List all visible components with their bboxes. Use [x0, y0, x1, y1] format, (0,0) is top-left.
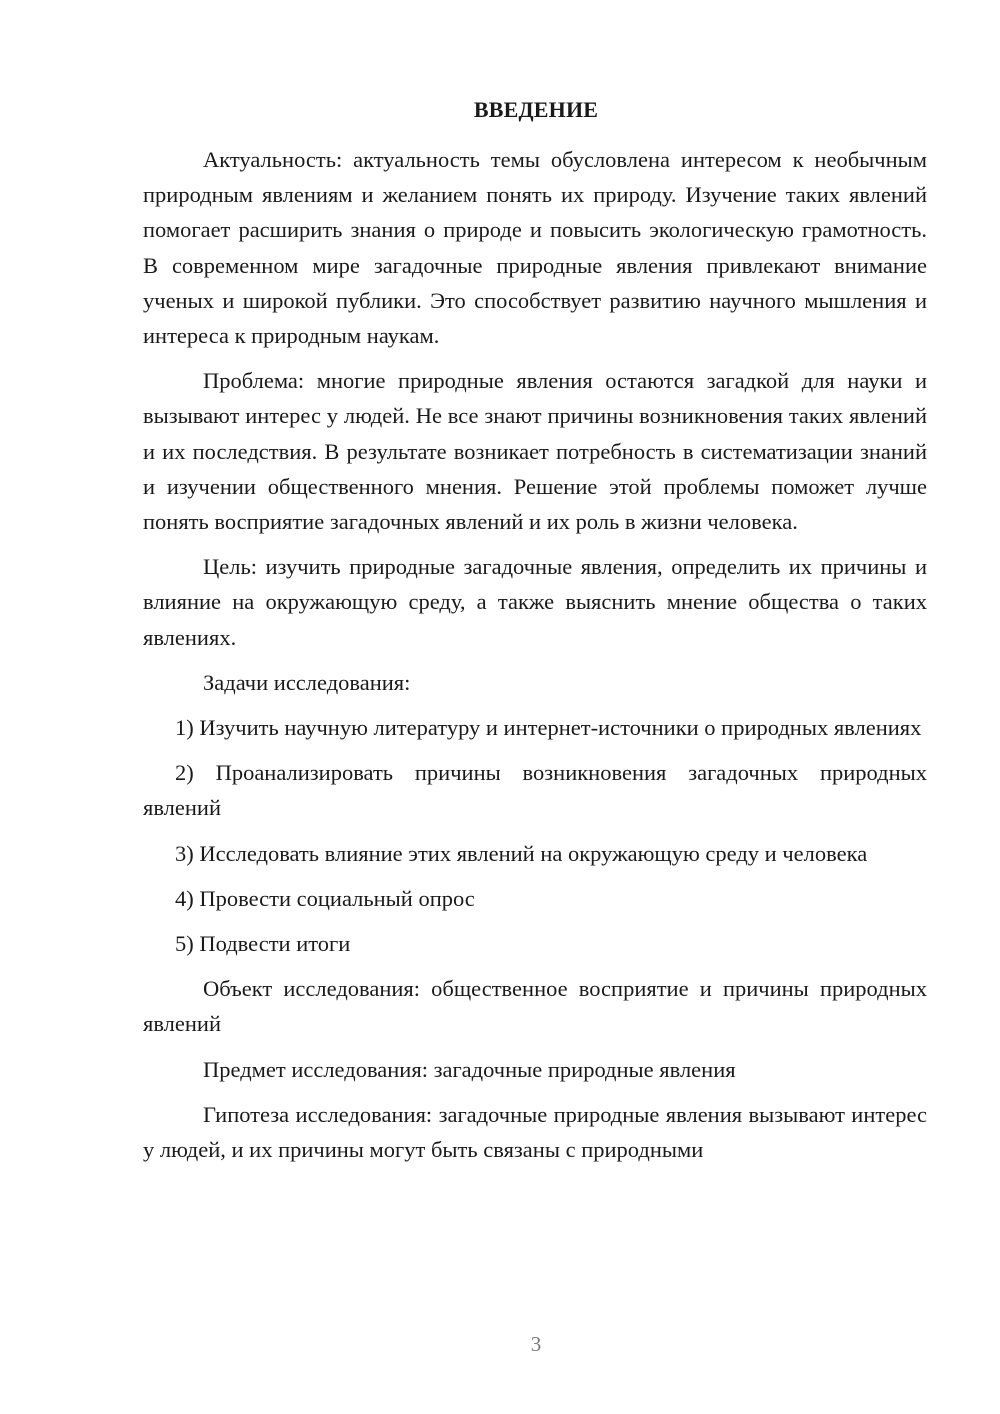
list-item-task-4: 4) Провести социальный опрос [175, 885, 475, 911]
page-title: ВВЕДЕНИЕ [473, 97, 599, 122]
paragraph-relevance: Актуальность: актуальность темы обусловлена интересом к необычным природным явлениям и желанием понять их природу. Изучение таких явлений помогает расширить знания о природе и повысить экологическую грамотность. В современном мире загадочные природные явления привлекают внимание ученых и широкой публики. Это способствует развитию научного мышления и интереса к природным наукам. [143, 147, 927, 349]
list-item-task-1: 1) Изучить научную литературу и интернет-источники о природных явлениях [175, 715, 922, 741]
paragraph-tasks-heading: Задачи исследования: [203, 669, 411, 695]
paragraph-goal: Цель: изучить природные загадочные явления, определить их причины и влияние на окружающую среду, а также выяснить мнение общества о таких явлениях. [143, 554, 927, 650]
paragraph-problem: Проблема: многие природные явления остаются загадкой для науки и вызывают интерес у людей. Не все знают причины возникновения таких явлений и их последствия. В результате возникает потребность в систематизации знаний и изучении общественного мнения. Решение этой проблемы поможет лучше понять восприятие загадочных явлений и их роль в жизни человека. [143, 368, 927, 535]
page-number: 3 [530, 1332, 542, 1356]
paragraph-object: Объект исследования: общественное восприятие и причины природных явлений [143, 976, 927, 1037]
paragraph-hypothesis: Гипотеза исследования: загадочные природные явления вызывают интерес у людей, и их причины могут быть связаны с природными [143, 1101, 927, 1163]
list-item-task-3: 3) Исследовать влияние этих явлений на окружающую среду и человека [175, 840, 868, 866]
document-body [143, 142, 927, 1177]
list-item-task-5: 5) Подвести итоги [175, 931, 351, 957]
list-item-task-2: 2) Проанализировать причины возникновения загадочных природных явлений [143, 760, 927, 821]
paragraph-subject: Предмет исследования: загадочные природные явления [203, 1056, 736, 1082]
